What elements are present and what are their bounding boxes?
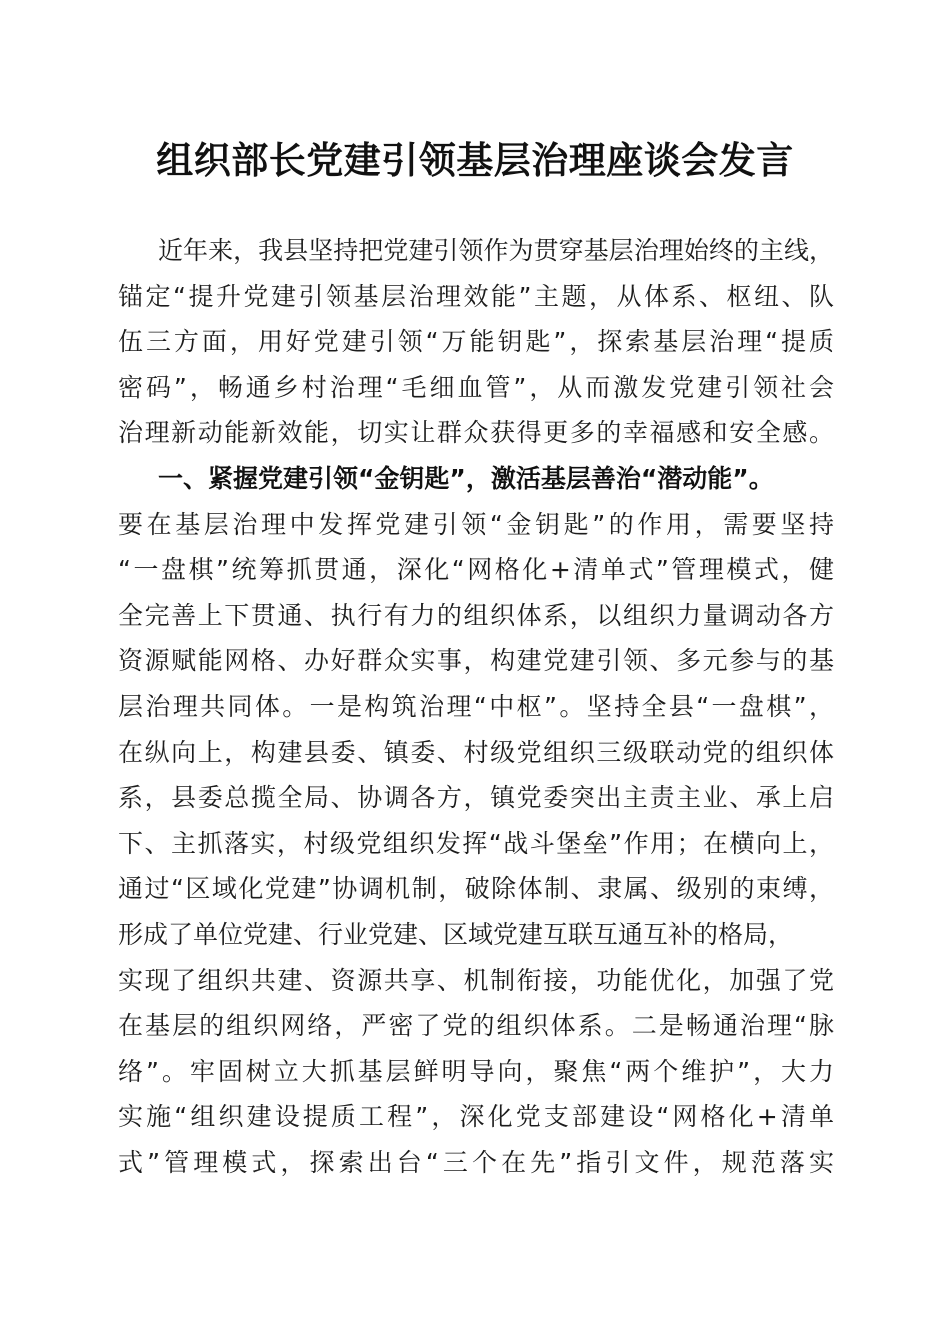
body-line: 下、主抓落实，村级党组织发挥“战斗堡垒”作用；在横向上， (118, 828, 834, 858)
body-line: 通过“区域化党建”协调机制，破除体制、隶属、级别的束缚， (118, 874, 834, 904)
body-line: 式”管理模式，探索出台“三个在先”指引文件，规范落实 (118, 1147, 834, 1177)
body-line: 系，县委总揽全局、协调各方，镇党委突出主责主业、承上启 (118, 783, 834, 813)
body-line: 实施“组织建设提质工程”，深化党支部建设“网格化+清单 (118, 1102, 834, 1132)
body-line: 层治理共同体。一是构筑治理“中枢”。坚持全县“一盘棋”， (118, 691, 834, 721)
body-line: 密码”，畅通乡村治理“毛细血管”，从而激发党建引领社会 (118, 372, 834, 402)
body-line: 治理新动能新效能，切实让群众获得更多的幸福感和安全感。 (118, 418, 834, 448)
body-line: 在纵向上，构建县委、镇委、村级党组织三级联动党的组织体 (118, 737, 834, 767)
body-line: 伍三方面，用好党建引领“万能钥匙”，探索基层治理“提质 (118, 327, 834, 357)
body-line: 络”。牢固树立大抓基层鲜明导向，聚焦“两个维护”，大力 (118, 1056, 834, 1086)
body-line: 实现了组织共建、资源共享、机制衔接，功能优化，加强了党 (118, 965, 834, 995)
body-line: 资源赋能网格、办好群众实事，构建党建引领、多元参与的基 (118, 646, 834, 676)
section-heading: 一、紧握党建引领“金钥匙”，激活基层善治“潜动能”。 (158, 463, 774, 493)
body-line: 锚定“提升党建引领基层治理效能”主题，从体系、枢纽、队 (118, 281, 834, 311)
body-line: 近年来，我县坚持把党建引领作为贯穿基层治理始终的主线， (158, 236, 834, 265)
document-title: 组织部长党建引领基层治理座谈会发言 (156, 138, 794, 182)
body-line: 在基层的组织网络，严密了党的组织体系。二是畅通治理“脉 (118, 1011, 834, 1041)
body-line: 全完善上下贯通、执行有力的组织体系，以组织力量调动各方 (118, 600, 834, 630)
body-line: “一盘棋”统筹抓贯通，深化“网格化+清单式”管理模式，健 (118, 555, 834, 585)
body-line: 要在基层治理中发挥党建引领“金钥匙”的作用，需要坚持 (118, 509, 834, 539)
document-body (118, 228, 834, 1185)
body-line: 形成了单位党建、行业党建、区域党建互联互通互补的格局， (118, 919, 794, 949)
